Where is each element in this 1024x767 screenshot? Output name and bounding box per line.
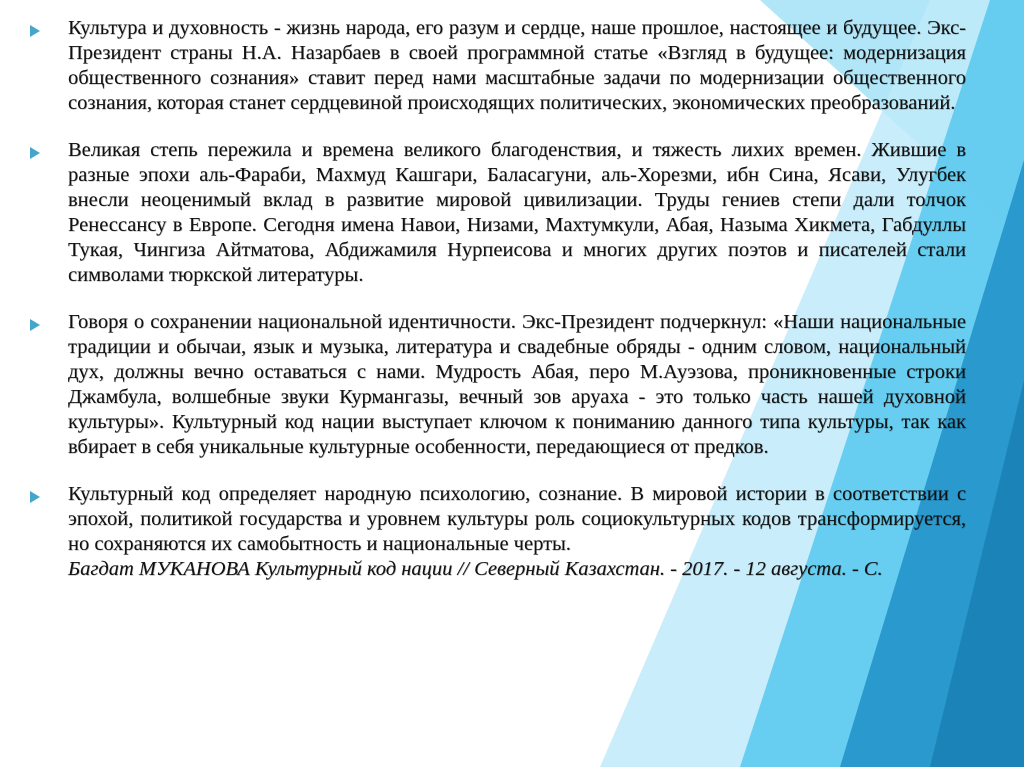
list-item	[28, 310, 966, 460]
list-item	[28, 482, 966, 557]
triangle-bullet-icon	[30, 491, 40, 503]
text-body	[28, 16, 966, 582]
paragraph: Культура и духовность - жизнь народа, его разум и сердце, наше прошлое, настоящее и будущее. Экс-Президент страны Н.А. Назарбаев в своей программной статье «Взгляд в будущее: модернизация общественного сознания» ставит перед нами масштабные задачи по модернизации общественного сознания, которая станет сердцевиной происходящих политических, экономических преобразований.	[68, 17, 966, 114]
citation: Багдат МУКАНОВА Культурный код нации // Северный Казахстан. - 2017. - 12 августа. - С.	[68, 558, 883, 580]
triangle-bullet-icon	[30, 319, 40, 331]
paragraph: Культурный код определяет народную психологию, сознание. В мировой истории в соответствии с эпохой, политикой государства и уровнем культуры роль социокультурных кодов трансформируется, но сохраняются их самобытность и национальные черты.	[68, 483, 966, 555]
paragraph: Великая степь пережила и времена великого благоденствия, и тяжесть лихих времен. Жившие в разные эпохи аль-Фараби, Махмуд Кашгари, Баласагуни, аль-Хорезми, ибн Сина, Ясави, Улугбек внесли неоценимый вклад в развитие мировой цивилизации. Труды гениев степи дали толчок Ренессансу в Европе. Сегодня имена Навои, Низами, Махтумкули, Абая, Назыма Хикмета, Габдуллы Тукая, Чингиза Айтматова, Абдижамиля Нурпеисова и многих других поэтов и писателей стали символами тюркской литературы.	[68, 139, 966, 286]
paragraph: Говоря о сохранении национальной идентичности. Экс-Президент подчеркнул: «Наши национальные традиции и обычаи, язык и музыка, литература и свадебные обряды - одним словом, национальный дух, должны вечно оставаться с нами. Мудрость Абая, перо М.Ауэзова, проникновенные строки Джамбула, волшебные звуки Курмангазы, вечный зов аруаха - это только часть нашей духовной культуры». Культурный код нации выступает ключом к пониманию данного типа культуры, так как вбирает в себя уникальные культурные особенности, передающиеся от предков.	[68, 311, 966, 458]
list-item	[28, 138, 966, 288]
list-item	[28, 16, 966, 116]
triangle-bullet-icon	[30, 25, 40, 37]
triangle-bullet-icon	[30, 147, 40, 159]
